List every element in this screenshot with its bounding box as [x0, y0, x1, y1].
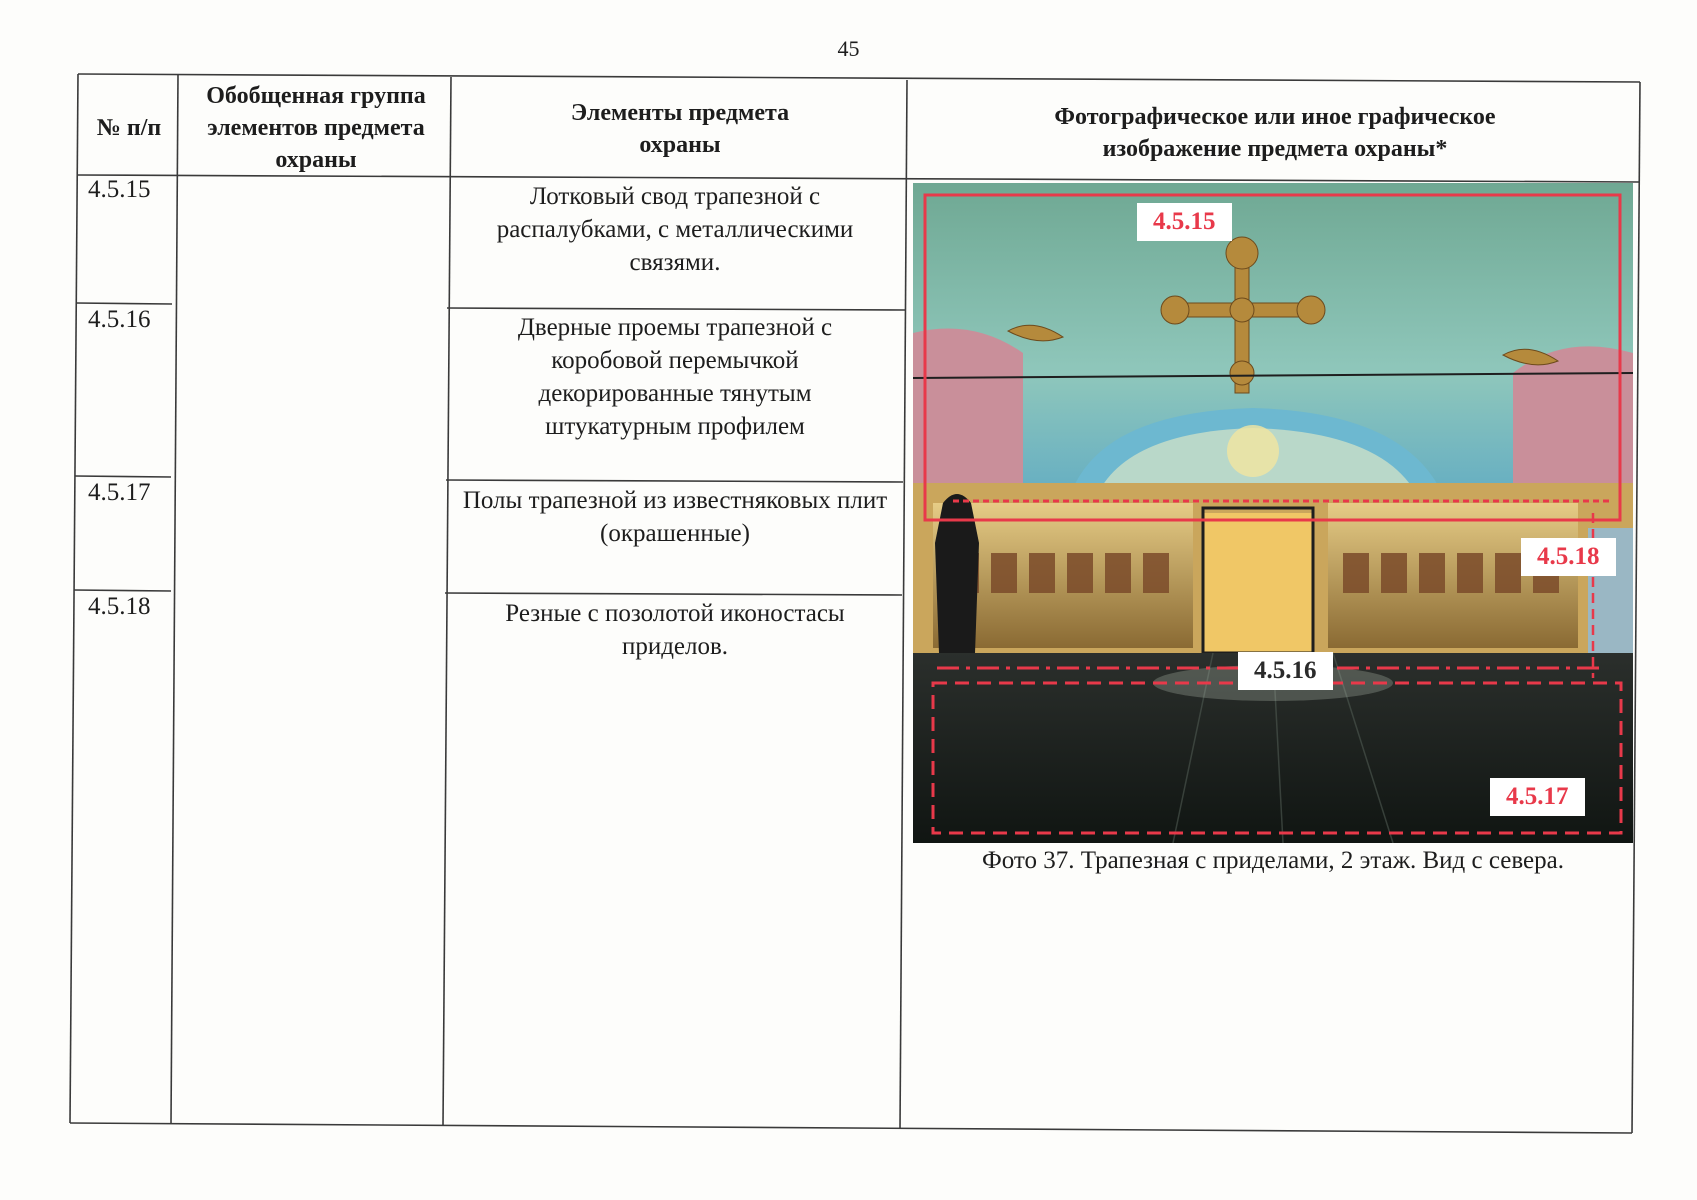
- header-elements: Элементы предмета охраны: [570, 100, 790, 158]
- row-number: 4.5.17: [88, 479, 151, 506]
- refectory-photo: [913, 183, 1633, 843]
- header-group: Обобщенная группа элементов предмета охраны: [206, 83, 426, 173]
- row-number: 4.5.15: [88, 176, 151, 203]
- element-description: Дверные проемы трапезной с коробовой перемычкой декорированные тянутым штукатурным профилем: [517, 314, 833, 440]
- annotation-label-floor: 4.5.17: [1490, 778, 1585, 816]
- row-number: 4.5.16: [88, 306, 151, 333]
- element-description: Резные с позолотой иконостасы приделов.: [505, 600, 845, 660]
- element-description: Полы трапезной из известняковых плит (окрашенные): [462, 487, 888, 547]
- page-number: 45: [837, 36, 860, 61]
- header-num: № п/п: [96, 115, 162, 141]
- annotation-label-door: 4.5.16: [1238, 652, 1333, 690]
- row-number: 4.5.18: [88, 593, 151, 620]
- header-photo: Фотографическое или иное графическое изображение предмета охраны*: [1054, 104, 1496, 162]
- annotation-label-ceiling: 4.5.15: [1137, 203, 1232, 241]
- element-description: Лотковый свод трапезной с распалубками, с металлическими связями.: [496, 183, 854, 276]
- photo-caption: Фото 37. Трапезная с приделами, 2 этаж. Вид с севера.: [982, 847, 1564, 874]
- annotation-label-iconostasis: 4.5.18: [1521, 538, 1616, 576]
